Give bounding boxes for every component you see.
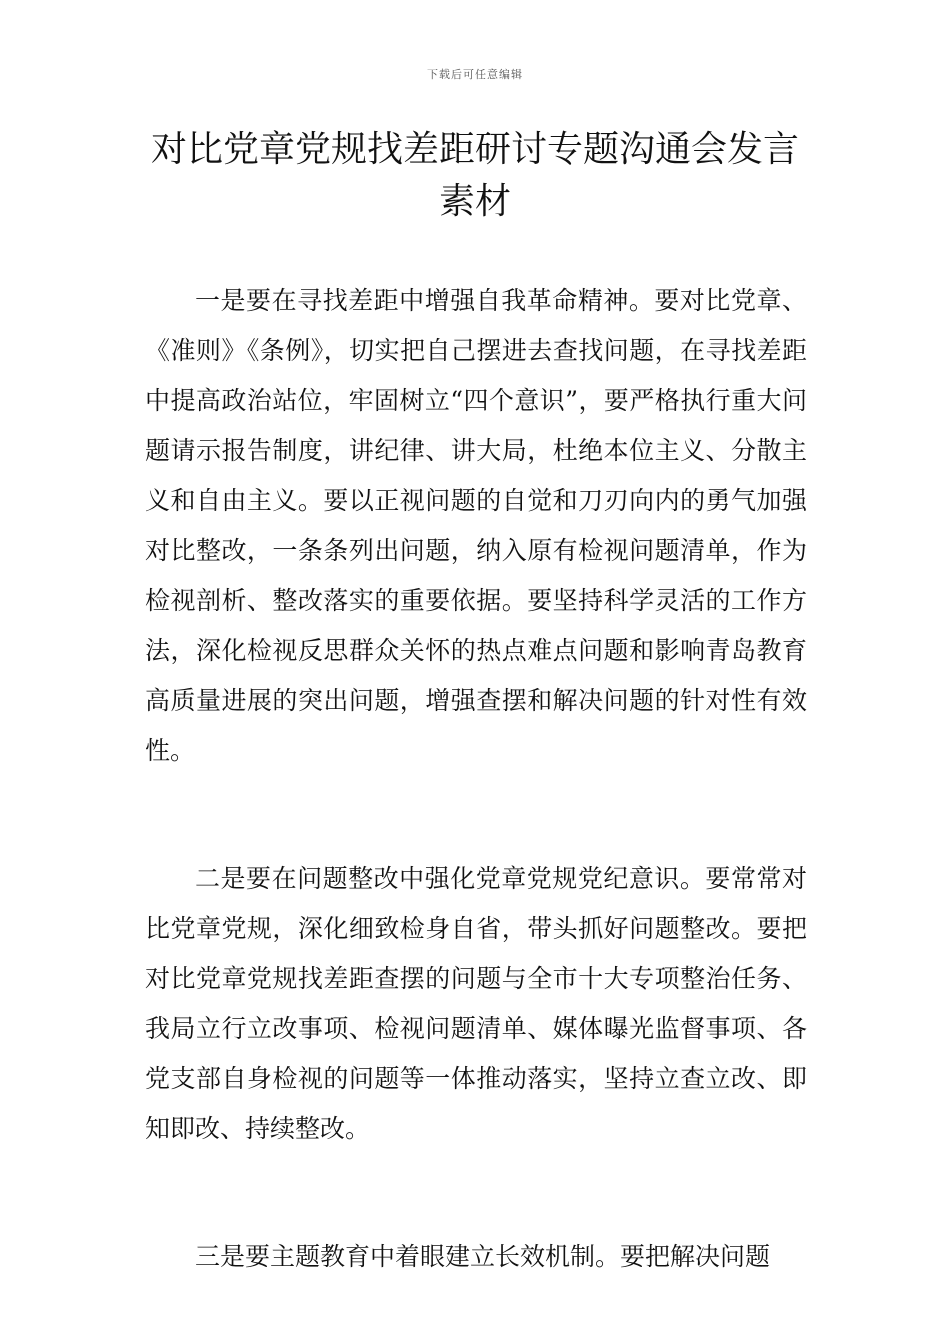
title-line-2: 素材 xyxy=(438,181,511,222)
title-line-1: 对比党章党规找差距研讨专题沟通会发言 xyxy=(150,129,799,170)
document-body xyxy=(145,276,807,1282)
paragraph-3: 三是要主题教育中着眼建立长效机制。要把解决问题 xyxy=(195,1242,771,1271)
paragraph-1: 一是要在寻找差距中增强自我革命精神。要对比党章、《准则》《条例》，切实把自己摆进去查找问题，在寻找差距中提高政治站位，牢固树立“四个意识”，要严格执行重大问题请示报告制度，讲纪律、讲大局，杜绝本位主义、分散主义和自由主义。要以正视问题的自觉和刀刃向内的勇气加强对比整改，一条条列出问题，纳入原有检视问题清单，作为检视剖析、整改落实的重要依据。要坚持科学灵活的工作方法，深化检视反思群众关怀的热点难点问题和影响青岛教育高质量进展的突出问题，增强查摆和解决问题的针对性有效性。 xyxy=(145,286,807,765)
header-note: 下载后可任意编辑 xyxy=(427,68,523,81)
paragraph-2: 二是要在问题整改中强化党章党规党纪意识。要常常对比党章党规，深化细致检身自省，带头抓好问题整改。要把对比党章党规找差距查摆的问题与全市十大专项整治任务、我局立行立改事项、检视问题清单、媒体曝光监督事项、各党支部自身检视的问题等一体推动落实，坚持立查立改、即知即改、持续整改。 xyxy=(145,864,807,1143)
document-title xyxy=(145,124,805,228)
